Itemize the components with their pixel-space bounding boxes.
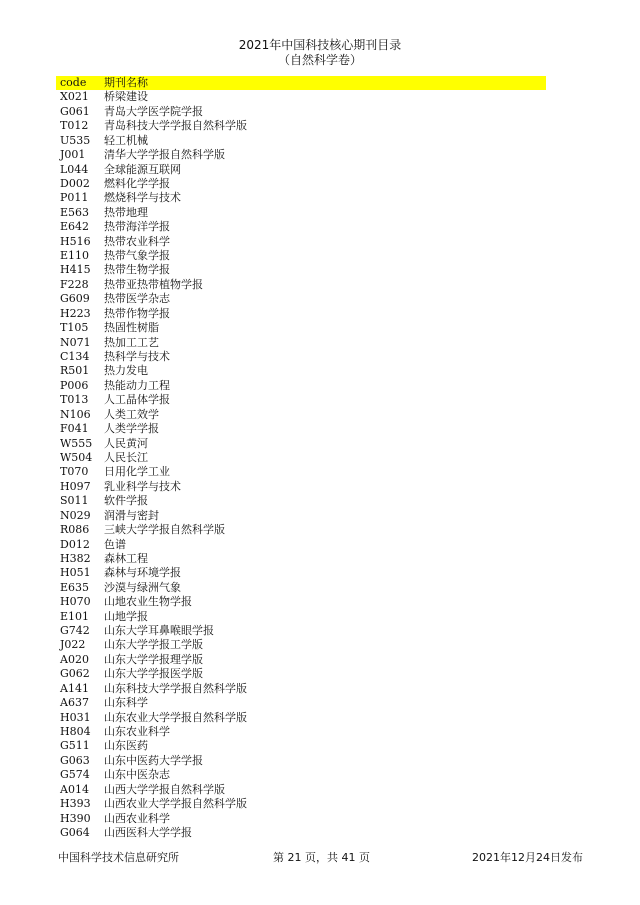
journal-code: T070 <box>60 465 89 479</box>
table-row <box>56 350 546 364</box>
journal-name: 热带气象学报 <box>104 249 170 263</box>
table-row <box>56 148 546 162</box>
journal-code: H051 <box>60 566 91 580</box>
table-row <box>56 465 546 479</box>
journal-code: E642 <box>60 220 90 234</box>
table-row <box>56 278 546 292</box>
page-footer <box>0 850 640 866</box>
journal-code: G742 <box>60 624 90 638</box>
journal-name: 青岛大学医学院学报 <box>104 104 203 118</box>
table-row <box>56 408 546 422</box>
table-row <box>56 480 546 494</box>
table-row <box>56 90 546 104</box>
table-body <box>56 90 546 840</box>
journal-name: 山东农业科学 <box>104 724 170 738</box>
journal-code: W555 <box>60 436 93 450</box>
footer-page-info: 第 21 页，共 41 页 <box>273 851 370 864</box>
table-row <box>56 292 546 306</box>
journal-code: H382 <box>60 551 91 565</box>
journal-code: R086 <box>60 523 90 537</box>
table-row <box>56 667 546 681</box>
journal-name: 清华大学学报自然科学版 <box>104 148 225 162</box>
table-row <box>56 451 546 465</box>
journal-code: T013 <box>60 393 89 407</box>
journal-code: G062 <box>60 667 90 681</box>
journal-name: 人民长江 <box>104 450 148 464</box>
journal-code: P011 <box>60 191 89 205</box>
header-name: 期刊名称 <box>104 76 148 89</box>
table-row <box>56 682 546 696</box>
journal-code: H415 <box>60 263 91 277</box>
footer-institute: 中国科学技术信息研究所 <box>58 851 179 864</box>
journal-code: U535 <box>60 133 91 147</box>
table-row <box>56 797 546 811</box>
table-row <box>56 739 546 753</box>
journal-code: E110 <box>60 249 90 263</box>
journal-code: X021 <box>60 90 89 104</box>
journal-name: 软件学报 <box>104 494 148 508</box>
journal-code: J022 <box>60 638 86 652</box>
table-row <box>56 163 546 177</box>
table-row <box>56 336 546 350</box>
table-row <box>56 595 546 609</box>
journal-name: 热带农业科学 <box>104 234 170 248</box>
table-row <box>56 581 546 595</box>
journal-name: 热科学与技术 <box>104 350 170 364</box>
journal-code: D012 <box>60 537 90 551</box>
journal-code: F041 <box>60 422 89 436</box>
journal-name: 全球能源互联网 <box>104 162 181 176</box>
table-row <box>56 177 546 191</box>
table-row <box>56 768 546 782</box>
journal-name: 三峡大学学报自然科学版 <box>104 523 225 537</box>
journal-code: H031 <box>60 710 91 724</box>
page-subtitle: （自然科学卷） <box>277 53 362 67</box>
journal-code: T105 <box>60 321 89 335</box>
table-row <box>56 566 546 580</box>
table-row <box>56 711 546 725</box>
table-row <box>56 235 546 249</box>
journal-code: T012 <box>60 119 89 133</box>
journal-code: W504 <box>60 450 93 464</box>
journal-code: N029 <box>60 508 91 522</box>
table-row <box>56 191 546 205</box>
journal-name: 山东科学 <box>104 696 148 710</box>
journal-name: 山东农业大学学报自然科学版 <box>104 710 247 724</box>
journal-name: 山东大学耳鼻喉眼学报 <box>104 624 214 638</box>
journal-name: 热能动力工程 <box>104 378 170 392</box>
journal-name: 山地学报 <box>104 609 148 623</box>
journal-code: N106 <box>60 407 91 421</box>
table-row <box>56 696 546 710</box>
table-row <box>56 422 546 436</box>
journal-code: H804 <box>60 724 91 738</box>
journal-code: C134 <box>60 350 90 364</box>
journal-table <box>56 76 546 840</box>
journal-name: 燃料化学学报 <box>104 176 170 190</box>
table-row <box>56 379 546 393</box>
journal-code: L044 <box>60 162 89 176</box>
journal-code: J001 <box>60 148 86 162</box>
table-row <box>56 134 546 148</box>
table-row <box>56 812 546 826</box>
journal-code: A014 <box>60 782 89 796</box>
table-row <box>56 321 546 335</box>
table-header <box>56 76 546 90</box>
table-row <box>56 249 546 263</box>
journal-name: 人民黄河 <box>104 436 148 450</box>
journal-code: G064 <box>60 825 90 839</box>
journal-code: E635 <box>60 580 90 594</box>
journal-code: N071 <box>60 335 91 349</box>
journal-code: H097 <box>60 479 91 493</box>
journal-code: H390 <box>60 811 91 825</box>
journal-name: 山西大学学报自然科学版 <box>104 782 225 796</box>
journal-name: 轻工机械 <box>104 133 148 147</box>
table-row <box>56 610 546 624</box>
table-row <box>56 393 546 407</box>
journal-name: 山西农业大学学报自然科学版 <box>104 797 247 811</box>
table-row <box>56 725 546 739</box>
table-row <box>56 220 546 234</box>
table-row <box>56 364 546 378</box>
journal-name: 山东中医杂志 <box>104 768 170 782</box>
journal-code: H223 <box>60 306 91 320</box>
footer-date: 2021年12月24日发布 <box>472 851 583 864</box>
journal-name: 乳业科学与技术 <box>104 479 181 493</box>
journal-name: 热带地理 <box>104 205 148 219</box>
journal-name: 热固性树脂 <box>104 321 159 335</box>
journal-code: H516 <box>60 234 91 248</box>
journal-name: 山东科技大学学报自然科学版 <box>104 681 247 695</box>
journal-name: 山西医科大学学报 <box>104 825 192 839</box>
table-row <box>56 119 546 133</box>
journal-code: P006 <box>60 378 89 392</box>
journal-name: 燃烧科学与技术 <box>104 191 181 205</box>
journal-code: F228 <box>60 277 89 291</box>
table-row <box>56 509 546 523</box>
journal-name: 沙漠与绿洲气象 <box>104 580 181 594</box>
journal-name: 山东大学学报医学版 <box>104 667 203 681</box>
journal-name: 山东医药 <box>104 739 148 753</box>
journal-code: R501 <box>60 364 90 378</box>
journal-code: A020 <box>60 652 89 666</box>
table-row <box>56 263 546 277</box>
journal-name: 山东大学学报工学版 <box>104 638 203 652</box>
journal-code: G574 <box>60 768 90 782</box>
journal-name: 热力发电 <box>104 364 148 378</box>
journal-name: 山地农业生物学报 <box>104 595 192 609</box>
table-row <box>56 653 546 667</box>
journal-name: 润滑与密封 <box>104 508 159 522</box>
journal-code: H393 <box>60 797 91 811</box>
header-code: code <box>60 76 87 89</box>
table-row <box>56 624 546 638</box>
journal-code: D002 <box>60 176 90 190</box>
journal-name: 山东中医药大学学报 <box>104 753 203 767</box>
table-row <box>56 494 546 508</box>
journal-name: 森林与环境学报 <box>104 566 181 580</box>
journal-code: G063 <box>60 753 90 767</box>
journal-name: 热带作物学报 <box>104 306 170 320</box>
journal-name: 热带亚热带植物学报 <box>104 277 203 291</box>
journal-name: 山东大学学报理学版 <box>104 652 203 666</box>
journal-name: 热带生物学报 <box>104 263 170 277</box>
journal-name: 热带海洋学报 <box>104 220 170 234</box>
table-row <box>56 307 546 321</box>
table-row <box>56 783 546 797</box>
journal-name: 森林工程 <box>104 551 148 565</box>
table-row <box>56 105 546 119</box>
journal-name: 日用化学工业 <box>104 465 170 479</box>
journal-name: 山西农业科学 <box>104 811 170 825</box>
table-row <box>56 754 546 768</box>
journal-name: 人类学学报 <box>104 422 159 436</box>
table-row <box>56 638 546 652</box>
page-title: 2021年中国科技核心期刊目录 <box>238 38 402 52</box>
journal-code: S011 <box>60 494 89 508</box>
journal-name: 热带医学杂志 <box>104 292 170 306</box>
table-row <box>56 523 546 537</box>
table-row <box>56 437 546 451</box>
table-row <box>56 538 546 552</box>
table-row <box>56 206 546 220</box>
journal-name: 色谱 <box>104 537 126 551</box>
journal-name: 青岛科技大学学报自然科学版 <box>104 119 247 133</box>
journal-code: H070 <box>60 595 91 609</box>
journal-name: 人工晶体学报 <box>104 393 170 407</box>
journal-code: E101 <box>60 609 90 623</box>
journal-code: E563 <box>60 205 90 219</box>
table-row <box>56 826 546 840</box>
journal-code: G061 <box>60 104 90 118</box>
journal-name: 桥梁建设 <box>104 90 148 104</box>
journal-code: A141 <box>60 681 89 695</box>
journal-name: 热加工工艺 <box>104 335 159 349</box>
journal-code: A637 <box>60 696 89 710</box>
table-row <box>56 552 546 566</box>
journal-code: G609 <box>60 292 90 306</box>
journal-name: 人类工效学 <box>104 407 159 421</box>
journal-code: G511 <box>60 739 90 753</box>
